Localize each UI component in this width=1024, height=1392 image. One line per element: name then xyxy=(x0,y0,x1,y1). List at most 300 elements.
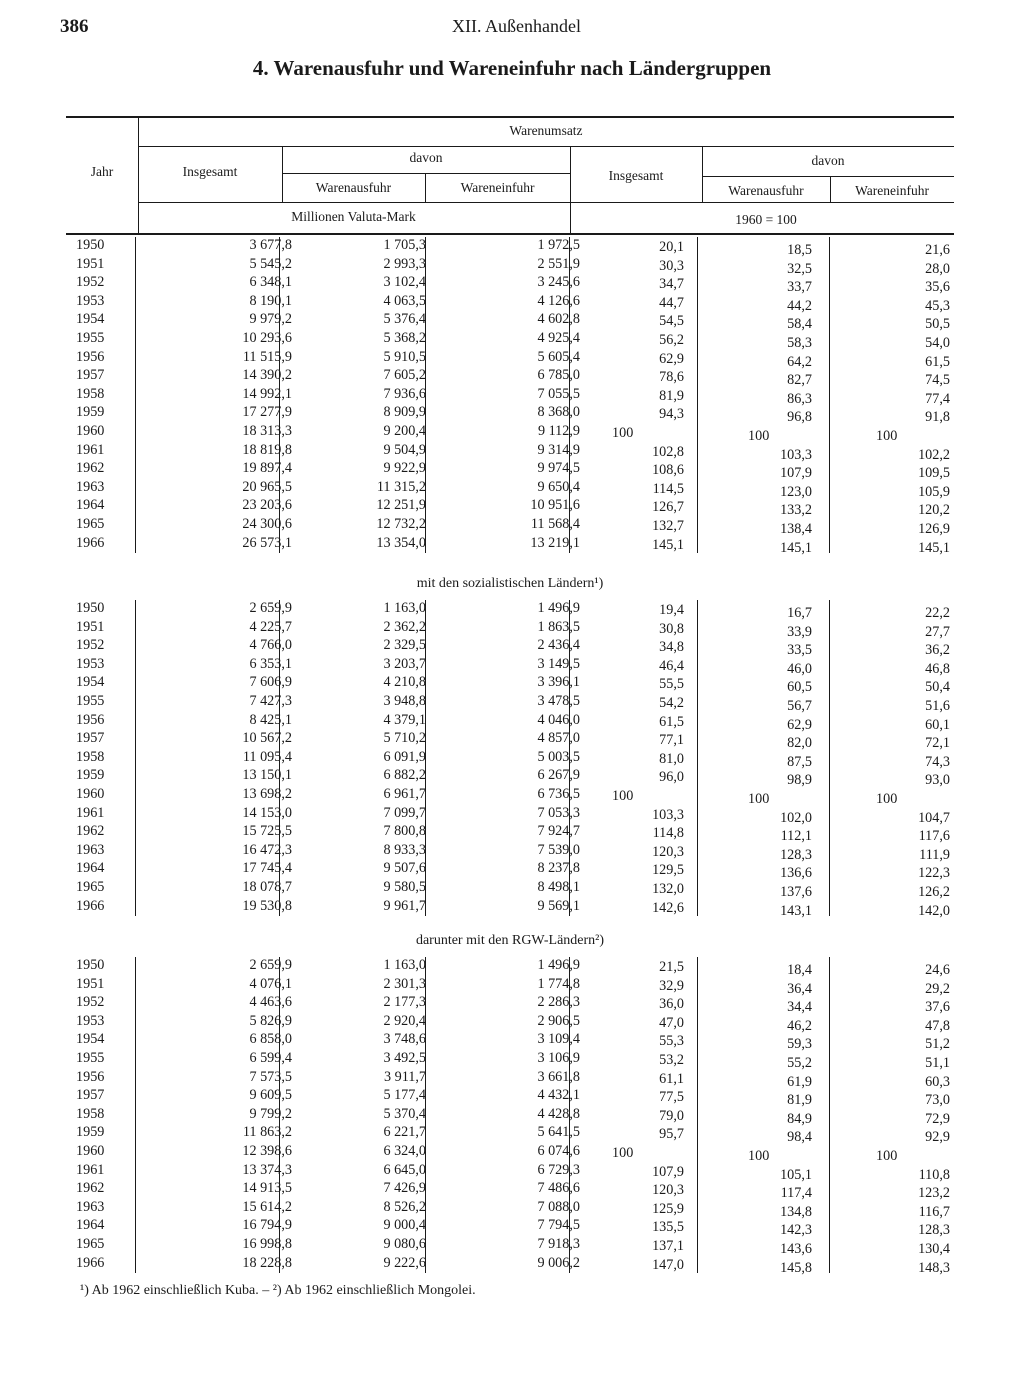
wareneinfuhr-cell: 7 088,0 xyxy=(537,1198,580,1215)
table-row xyxy=(60,1199,960,1218)
index-insgesamt-cell: 94,3 xyxy=(659,406,684,423)
index-wareneinfuhr-cell: 104,7 xyxy=(918,809,950,826)
insgesamt-cell: 6 858,0 xyxy=(249,1031,292,1048)
insgesamt-cell: 14 390,2 xyxy=(242,367,292,384)
wareneinfuhr-cell: 3 661,8 xyxy=(537,1068,580,1085)
warenausfuhr-cell: 7 426,9 xyxy=(383,1180,426,1197)
wareneinfuhr-cell: 5 003,5 xyxy=(537,748,580,765)
index-insgesamt-cell: 78,6 xyxy=(659,369,684,386)
table-row xyxy=(60,1050,960,1069)
index-warenausfuhr-cell: 32,5 xyxy=(787,260,812,277)
table-row xyxy=(60,497,960,519)
index-insgesamt-cell: 100 xyxy=(612,788,634,804)
warenausfuhr-cell: 1 163,0 xyxy=(383,600,426,616)
index-insgesamt-cell: 81,0 xyxy=(659,750,684,767)
table-row xyxy=(60,730,960,752)
index-insgesamt-cell: 20,1 xyxy=(659,239,684,255)
wareneinfuhr-cell: 3 396,1 xyxy=(537,674,580,691)
index-wareneinfuhr-cell: 21,6 xyxy=(925,242,950,258)
insgesamt-cell: 2 659,9 xyxy=(249,957,292,973)
index-warenausfuhr-cell: 98,9 xyxy=(787,772,812,789)
insgesamt-cell: 18 819,8 xyxy=(242,441,292,458)
year-cell: 1965 xyxy=(76,879,105,895)
insgesamt-cell: 16 794,9 xyxy=(242,1217,292,1234)
index-warenausfuhr-cell: 82,0 xyxy=(787,735,812,752)
index-insgesamt-cell: 102,8 xyxy=(652,443,684,460)
year-cell: 1966 xyxy=(76,1254,105,1271)
index-wareneinfuhr-cell: 128,3 xyxy=(918,1222,950,1239)
index-wareneinfuhr-cell: 77,4 xyxy=(925,390,950,407)
index-insgesamt-cell: 61,5 xyxy=(659,713,684,730)
warenausfuhr-cell: 12 732,2 xyxy=(376,516,426,532)
wareneinfuhr-cell: 7 486,6 xyxy=(537,1180,580,1197)
index-wareneinfuhr-cell: 73,0 xyxy=(925,1092,950,1109)
warenausfuhr-cell: 2 362,2 xyxy=(383,618,426,635)
wareneinfuhr-cell: 4 432,1 xyxy=(537,1087,580,1104)
year-cell: 1953 xyxy=(76,292,105,309)
index-wareneinfuhr-cell: 45,3 xyxy=(925,297,950,314)
index-insgesamt-cell: 132,0 xyxy=(652,881,684,897)
index-warenausfuhr-cell: 142,3 xyxy=(780,1222,812,1239)
header-wareneinfuhr-right: Wareneinfuhr xyxy=(855,183,929,198)
section-caption: mit den sozialistischen Ländern¹) xyxy=(416,576,604,591)
year-cell: 1960 xyxy=(76,786,105,802)
index-warenausfuhr-cell: 46,2 xyxy=(787,1017,812,1034)
index-warenausfuhr-cell: 107,9 xyxy=(780,465,812,482)
running-head: XII. Außenhandel xyxy=(452,16,581,36)
index-wareneinfuhr-cell: 92,9 xyxy=(925,1129,950,1146)
warenausfuhr-cell: 9 580,5 xyxy=(383,879,426,895)
table-row xyxy=(60,600,960,619)
index-warenausfuhr-cell: 81,9 xyxy=(787,1092,812,1109)
index-warenausfuhr-cell: 143,1 xyxy=(780,902,812,919)
table-row xyxy=(60,1124,960,1146)
wareneinfuhr-cell: 1 863,5 xyxy=(537,618,580,635)
index-insgesamt-cell: 21,5 xyxy=(659,959,684,975)
index-warenausfuhr-cell: 123,0 xyxy=(780,483,812,500)
index-wareneinfuhr-cell: 24,6 xyxy=(925,962,950,978)
insgesamt-cell: 13 698,2 xyxy=(242,786,292,802)
footnote: ¹) Ab 1962 einschließlich Kuba. – ²) Ab 1962 einschließlich Mongolei. xyxy=(80,1283,476,1298)
warenausfuhr-cell: 2 920,4 xyxy=(383,1012,426,1029)
header-jahr: Jahr xyxy=(90,164,114,179)
index-insgesamt-cell: 55,3 xyxy=(659,1033,684,1050)
index-wareneinfuhr-cell: 27,7 xyxy=(925,623,950,640)
table-row xyxy=(60,1031,960,1053)
wareneinfuhr-cell: 9 006,2 xyxy=(537,1254,580,1271)
year-cell: 1955 xyxy=(76,1050,105,1066)
index-insgesamt-cell: 95,7 xyxy=(659,1126,684,1143)
index-wareneinfuhr-cell: 36,2 xyxy=(925,642,950,659)
warenausfuhr-cell: 4 063,5 xyxy=(383,292,426,309)
warenausfuhr-cell: 7 800,8 xyxy=(383,823,426,840)
warenumsatz-rule xyxy=(138,146,954,147)
insgesamt-cell: 18 313,3 xyxy=(242,423,292,439)
index-wareneinfuhr-cell: 130,4 xyxy=(918,1241,950,1257)
index-warenausfuhr-cell: 16,7 xyxy=(787,605,812,621)
wareneinfuhr-cell: 4 126,6 xyxy=(537,292,580,309)
insgesamt-cell: 4 766,0 xyxy=(249,637,292,654)
insgesamt-cell: 5 826,9 xyxy=(249,1012,292,1029)
index-insgesamt-cell: 62,9 xyxy=(659,350,684,367)
wareneinfuhr-cell: 7 918,3 xyxy=(537,1236,580,1252)
year-cell: 1958 xyxy=(76,1105,105,1122)
insgesamt-cell: 6 348,1 xyxy=(249,274,292,291)
index-insgesamt-cell: 129,5 xyxy=(652,862,684,879)
header-bottom-rule xyxy=(66,233,954,235)
warenausfuhr-cell: 3 102,4 xyxy=(383,274,426,291)
table-row xyxy=(60,311,960,333)
insgesamt-cell: 18 228,8 xyxy=(242,1254,292,1271)
index-warenausfuhr-cell: 84,9 xyxy=(787,1110,812,1127)
index-wareneinfuhr-cell: 126,9 xyxy=(918,521,950,537)
index-insgesamt-cell: 30,8 xyxy=(659,620,684,637)
wareneinfuhr-cell: 8 368,0 xyxy=(537,404,580,421)
wareneinfuhr-cell: 1 972,5 xyxy=(537,237,580,253)
year-cell: 1957 xyxy=(76,730,105,747)
index-insgesamt-cell: 114,8 xyxy=(652,825,684,842)
index-insgesamt-cell: 36,0 xyxy=(659,996,684,1013)
index-warenausfuhr-cell: 34,4 xyxy=(787,999,812,1016)
index-warenausfuhr-cell: 128,3 xyxy=(780,846,812,863)
warenausfuhr-cell: 7 936,6 xyxy=(383,385,426,402)
wareneinfuhr-cell: 2 286,3 xyxy=(537,994,580,1011)
wareneinfuhr-cell: 9 650,4 xyxy=(537,478,580,495)
index-warenausfuhr-cell: 100 xyxy=(748,428,770,444)
warenausfuhr-cell: 11 315,2 xyxy=(376,478,426,495)
warenausfuhr-cell: 9 507,6 xyxy=(383,860,426,877)
wareneinfuhr-cell: 4 925,4 xyxy=(537,330,580,346)
warenausfuhr-cell: 12 251,9 xyxy=(376,497,426,514)
year-cell: 1965 xyxy=(76,516,105,532)
header-unit-left: Millionen Valuta-Mark xyxy=(291,209,416,224)
index-warenausfuhr-cell: 33,9 xyxy=(787,623,812,640)
insgesamt-cell: 11 863,2 xyxy=(242,1124,292,1141)
warenausfuhr-cell: 5 368,2 xyxy=(383,330,426,346)
index-warenausfuhr-cell: 61,9 xyxy=(787,1073,812,1090)
index-insgesamt-cell: 47,0 xyxy=(659,1014,684,1031)
wareneinfuhr-cell: 9 314,9 xyxy=(537,441,580,458)
wareneinfuhr-cell: 1 774,8 xyxy=(537,975,580,992)
index-insgesamt-cell: 30,3 xyxy=(659,257,684,274)
warenausfuhr-cell: 4 379,1 xyxy=(383,711,426,728)
wareneinfuhr-cell: 4 046,0 xyxy=(537,711,580,728)
index-insgesamt-cell: 54,5 xyxy=(659,313,684,330)
insgesamt-cell: 10 293,6 xyxy=(242,330,292,346)
index-wareneinfuhr-cell: 145,1 xyxy=(918,539,950,556)
index-wareneinfuhr-cell: 29,2 xyxy=(925,980,950,997)
index-wareneinfuhr-cell: 93,0 xyxy=(925,772,950,789)
index-wareneinfuhr-cell: 109,5 xyxy=(918,465,950,482)
wareneinfuhr-cell: 1 496,9 xyxy=(537,957,580,973)
index-wareneinfuhr-cell: 61,5 xyxy=(925,353,950,370)
warenausfuhr-cell: 3 748,6 xyxy=(383,1031,426,1048)
warenausfuhr-cell: 3 203,7 xyxy=(383,655,426,672)
year-cell: 1957 xyxy=(76,367,105,384)
warenausfuhr-cell: 9 222,6 xyxy=(383,1254,426,1271)
index-warenausfuhr-cell: 100 xyxy=(748,1148,770,1164)
header-warenausfuhr-right: Warenausfuhr xyxy=(728,183,804,198)
index-wareneinfuhr-cell: 50,5 xyxy=(925,316,950,333)
index-insgesamt-cell: 34,7 xyxy=(659,276,684,293)
warenausfuhr-cell: 2 329,5 xyxy=(383,637,426,654)
table-row xyxy=(60,1069,960,1088)
index-warenausfuhr-cell: 44,2 xyxy=(787,297,812,314)
index-wareneinfuhr-cell: 100 xyxy=(876,791,898,807)
insgesamt-cell: 12 398,6 xyxy=(242,1143,292,1159)
index-warenausfuhr-cell: 86,3 xyxy=(787,390,812,407)
index-wareneinfuhr-cell: 123,2 xyxy=(918,1185,950,1202)
year-cell: 1952 xyxy=(76,637,105,654)
index-warenausfuhr-cell: 56,7 xyxy=(787,698,812,714)
insgesamt-cell: 14 992,1 xyxy=(242,385,292,402)
table-row xyxy=(60,693,960,712)
table-title: 4. Warenausfuhr und Wareneinfuhr nach Ländergruppen xyxy=(252,56,772,80)
warenausfuhr-cell: 5 376,4 xyxy=(383,311,426,328)
table-row xyxy=(60,237,960,256)
year-cell: 1954 xyxy=(76,1031,105,1048)
table-row xyxy=(60,749,960,768)
year-cell: 1956 xyxy=(76,711,105,728)
table-row xyxy=(60,656,960,675)
index-warenausfuhr-cell: 138,4 xyxy=(780,521,812,537)
index-warenausfuhr-cell: 103,3 xyxy=(780,446,812,463)
index-warenausfuhr-cell: 33,5 xyxy=(787,642,812,659)
year-cell: 1966 xyxy=(76,534,105,551)
index-wareneinfuhr-cell: 102,2 xyxy=(918,446,950,463)
table-row xyxy=(60,535,960,554)
index-warenausfuhr-cell: 18,4 xyxy=(787,962,812,978)
index-warenausfuhr-cell: 136,6 xyxy=(780,865,812,882)
wareneinfuhr-cell: 6 785,0 xyxy=(537,367,580,384)
index-wareneinfuhr-cell: 22,2 xyxy=(925,605,950,621)
warenausfuhr-cell: 7 605,2 xyxy=(383,367,426,384)
insgesamt-cell: 23 203,6 xyxy=(242,497,292,514)
table-row xyxy=(60,805,960,824)
wareneinfuhr-cell: 7 539,0 xyxy=(537,841,580,858)
index-insgesamt-cell: 61,1 xyxy=(659,1070,684,1087)
year-cell: 1956 xyxy=(76,348,105,365)
index-warenausfuhr-cell: 36,4 xyxy=(787,980,812,997)
header-warenumsatz: Warenumsatz xyxy=(509,123,583,138)
wareneinfuhr-cell: 7 055,5 xyxy=(537,385,580,402)
header-wareneinfuhr-left: Wareneinfuhr xyxy=(460,180,535,195)
index-insgesamt-cell: 108,6 xyxy=(652,462,684,479)
insgesamt-cell: 7 573,5 xyxy=(249,1068,292,1085)
warenausfuhr-cell: 3 492,5 xyxy=(383,1050,426,1066)
year-cell: 1963 xyxy=(76,478,105,495)
index-wareneinfuhr-cell: 50,4 xyxy=(925,679,950,696)
table-row xyxy=(60,1013,960,1032)
index-insgesamt-cell: 107,9 xyxy=(652,1163,684,1180)
insgesamt-cell: 24 300,6 xyxy=(242,516,292,532)
table-row xyxy=(60,823,960,845)
header-warenausfuhr-left: Warenausfuhr xyxy=(315,180,392,195)
table-row xyxy=(60,898,960,917)
wareneinfuhr-cell: 7 924,7 xyxy=(537,823,580,840)
wareneinfuhr-cell: 2 551,9 xyxy=(537,255,580,272)
year-cell: 1961 xyxy=(76,1161,105,1178)
index-wareneinfuhr-cell: 91,8 xyxy=(925,409,950,426)
warenausfuhr-cell: 6 961,7 xyxy=(383,786,426,802)
index-insgesamt-cell: 34,8 xyxy=(659,639,684,656)
wareneinfuhr-cell: 9 974,5 xyxy=(537,460,580,477)
warenausfuhr-cell: 8 933,3 xyxy=(383,841,426,858)
index-wareneinfuhr-cell: 54,0 xyxy=(925,335,950,351)
header-davon-right: davon xyxy=(811,153,845,168)
index-wareneinfuhr-cell: 148,3 xyxy=(918,1259,950,1276)
insgesamt-cell: 8 190,1 xyxy=(249,292,292,309)
wareneinfuhr-cell: 4 857,0 xyxy=(537,730,580,747)
insgesamt-cell: 9 979,2 xyxy=(249,311,292,328)
page-number: 386 xyxy=(60,16,89,37)
year-cell: 1963 xyxy=(76,1198,105,1215)
index-warenausfuhr-cell: 58,4 xyxy=(787,316,812,333)
table-row xyxy=(60,994,960,1016)
year-cell: 1951 xyxy=(76,975,105,992)
header-davon-left: davon xyxy=(409,150,443,165)
index-warenausfuhr-cell: 137,6 xyxy=(780,884,812,900)
wareneinfuhr-cell: 6 729,3 xyxy=(537,1161,580,1178)
year-cell: 1962 xyxy=(76,823,105,840)
index-insgesamt-cell: 145,1 xyxy=(652,536,684,553)
index-warenausfuhr-cell: 145,8 xyxy=(780,1259,812,1276)
warenausfuhr-cell: 6 091,9 xyxy=(383,748,426,765)
index-warenausfuhr-cell: 59,3 xyxy=(787,1036,812,1053)
index-insgesamt-cell: 96,0 xyxy=(659,769,684,786)
wareneinfuhr-cell: 8 237,8 xyxy=(537,860,580,877)
year-cell: 1951 xyxy=(76,618,105,635)
warenausfuhr-cell: 6 324,0 xyxy=(383,1143,426,1159)
wareneinfuhr-cell: 7 794,5 xyxy=(537,1217,580,1234)
index-warenausfuhr-cell: 18,5 xyxy=(787,242,812,258)
year-cell: 1959 xyxy=(76,767,105,784)
index-wareneinfuhr-cell: 37,6 xyxy=(925,999,950,1016)
insgesamt-cell: 14 913,5 xyxy=(242,1180,292,1197)
warenausfuhr-cell: 2 993,3 xyxy=(383,255,426,272)
wareneinfuhr-cell: 3 245,6 xyxy=(537,274,580,291)
insgesamt-cell: 13 374,3 xyxy=(242,1161,292,1178)
year-cell: 1959 xyxy=(76,404,105,421)
insgesamt-cell: 18 078,7 xyxy=(242,879,292,895)
warenausfuhr-cell: 9 922,9 xyxy=(383,460,426,477)
warenausfuhr-cell: 2 301,3 xyxy=(383,975,426,992)
index-wareneinfuhr-cell: 122,3 xyxy=(918,865,950,882)
index-insgesamt-cell: 132,7 xyxy=(652,518,684,534)
index-wareneinfuhr-cell: 28,0 xyxy=(925,260,950,277)
section-caption: darunter mit den RGW-Ländern²) xyxy=(415,933,605,948)
insgesamt-cell: 17 745,4 xyxy=(242,860,292,877)
index-insgesamt-cell: 79,0 xyxy=(659,1107,684,1124)
table-row xyxy=(60,842,960,861)
index-wareneinfuhr-cell: 60,1 xyxy=(925,716,950,733)
index-insgesamt-cell: 120,3 xyxy=(652,843,684,860)
warenausfuhr-cell: 6 882,2 xyxy=(383,767,426,784)
index-insgesamt-cell: 53,2 xyxy=(659,1052,684,1068)
table-row xyxy=(60,976,960,995)
warenausfuhr-cell: 5 370,4 xyxy=(383,1105,426,1122)
table-row xyxy=(60,1236,960,1255)
year-cell: 1952 xyxy=(76,994,105,1011)
insgesamt-cell: 16 998,8 xyxy=(242,1236,292,1252)
year-cell: 1961 xyxy=(76,804,105,821)
year-cell: 1962 xyxy=(76,460,105,477)
index-insgesamt-cell: 103,3 xyxy=(652,806,684,823)
insgesamt-cell: 15 725,5 xyxy=(242,823,292,840)
table-row xyxy=(60,767,960,789)
insgesamt-cell: 7 427,3 xyxy=(249,693,292,709)
insgesamt-cell: 15 614,2 xyxy=(242,1198,292,1215)
wareneinfuhr-cell: 3 149,5 xyxy=(537,655,580,672)
year-cell: 1950 xyxy=(76,600,105,616)
insgesamt-cell: 4 225,7 xyxy=(249,618,292,635)
table-row xyxy=(60,460,960,482)
wareneinfuhr-cell: 6 074,6 xyxy=(537,1143,580,1159)
index-insgesamt-cell: 54,2 xyxy=(659,695,684,711)
index-wareneinfuhr-cell: 51,1 xyxy=(925,1055,950,1071)
warenausfuhr-cell: 8 526,2 xyxy=(383,1198,426,1215)
header-insgesamt-left: Insgesamt xyxy=(182,164,238,179)
table-section xyxy=(60,933,960,1277)
wareneinfuhr-cell: 6 267,9 xyxy=(537,767,580,784)
year-cell: 1953 xyxy=(76,655,105,672)
index-warenausfuhr-cell: 62,9 xyxy=(787,716,812,733)
wareneinfuhr-cell: 5 641,5 xyxy=(537,1124,580,1141)
insgesamt-cell: 10 567,2 xyxy=(242,730,292,747)
year-cell: 1960 xyxy=(76,1143,105,1159)
insgesamt-cell: 19 897,4 xyxy=(242,460,292,477)
warenausfuhr-cell: 5 710,2 xyxy=(383,730,426,747)
index-warenausfuhr-cell: 98,4 xyxy=(787,1129,812,1146)
table-row xyxy=(60,516,960,535)
table-row xyxy=(60,1087,960,1109)
year-cell: 1955 xyxy=(76,693,105,709)
index-insgesamt-cell: 46,4 xyxy=(659,657,684,674)
index-insgesamt-cell: 126,7 xyxy=(652,499,684,516)
index-insgesamt-cell: 77,5 xyxy=(659,1089,684,1106)
index-insgesamt-cell: 147,0 xyxy=(652,1256,684,1273)
index-insgesamt-cell: 77,1 xyxy=(659,732,684,749)
index-wareneinfuhr-cell: 110,8 xyxy=(918,1166,950,1183)
index-wareneinfuhr-cell: 126,2 xyxy=(918,884,950,900)
year-cell: 1964 xyxy=(76,1217,105,1234)
table-row xyxy=(60,404,960,426)
index-warenausfuhr-cell: 33,7 xyxy=(787,279,812,296)
insgesamt-cell: 14 153,0 xyxy=(242,804,292,821)
index-warenausfuhr-cell: 134,8 xyxy=(780,1203,812,1220)
table-row xyxy=(60,1180,960,1202)
index-wareneinfuhr-cell: 105,9 xyxy=(918,483,950,500)
index-warenausfuhr-cell: 64,2 xyxy=(787,353,812,370)
wareneinfuhr-cell: 3 106,9 xyxy=(537,1050,580,1066)
index-warenausfuhr-cell: 133,2 xyxy=(780,502,812,519)
index-insgesamt-cell: 56,2 xyxy=(659,332,684,348)
index-insgesamt-cell: 135,5 xyxy=(652,1219,684,1236)
wareneinfuhr-cell: 8 498,1 xyxy=(537,879,580,895)
wareneinfuhr-cell: 4 602,8 xyxy=(537,311,580,328)
warenausfuhr-cell: 6 645,0 xyxy=(383,1161,426,1178)
index-insgesamt-cell: 44,7 xyxy=(659,294,684,311)
year-cell: 1955 xyxy=(76,330,105,346)
insgesamt-cell: 7 606,9 xyxy=(249,674,292,691)
insgesamt-cell: 2 659,9 xyxy=(249,600,292,616)
table-row xyxy=(60,1106,960,1125)
index-warenausfuhr-cell: 105,1 xyxy=(780,1166,812,1183)
warenausfuhr-cell: 9 080,6 xyxy=(383,1236,426,1252)
index-insgesamt-cell: 32,9 xyxy=(659,977,684,994)
wareneinfuhr-cell: 2 906,5 xyxy=(537,1012,580,1029)
wareneinfuhr-cell: 11 568,4 xyxy=(530,516,580,532)
